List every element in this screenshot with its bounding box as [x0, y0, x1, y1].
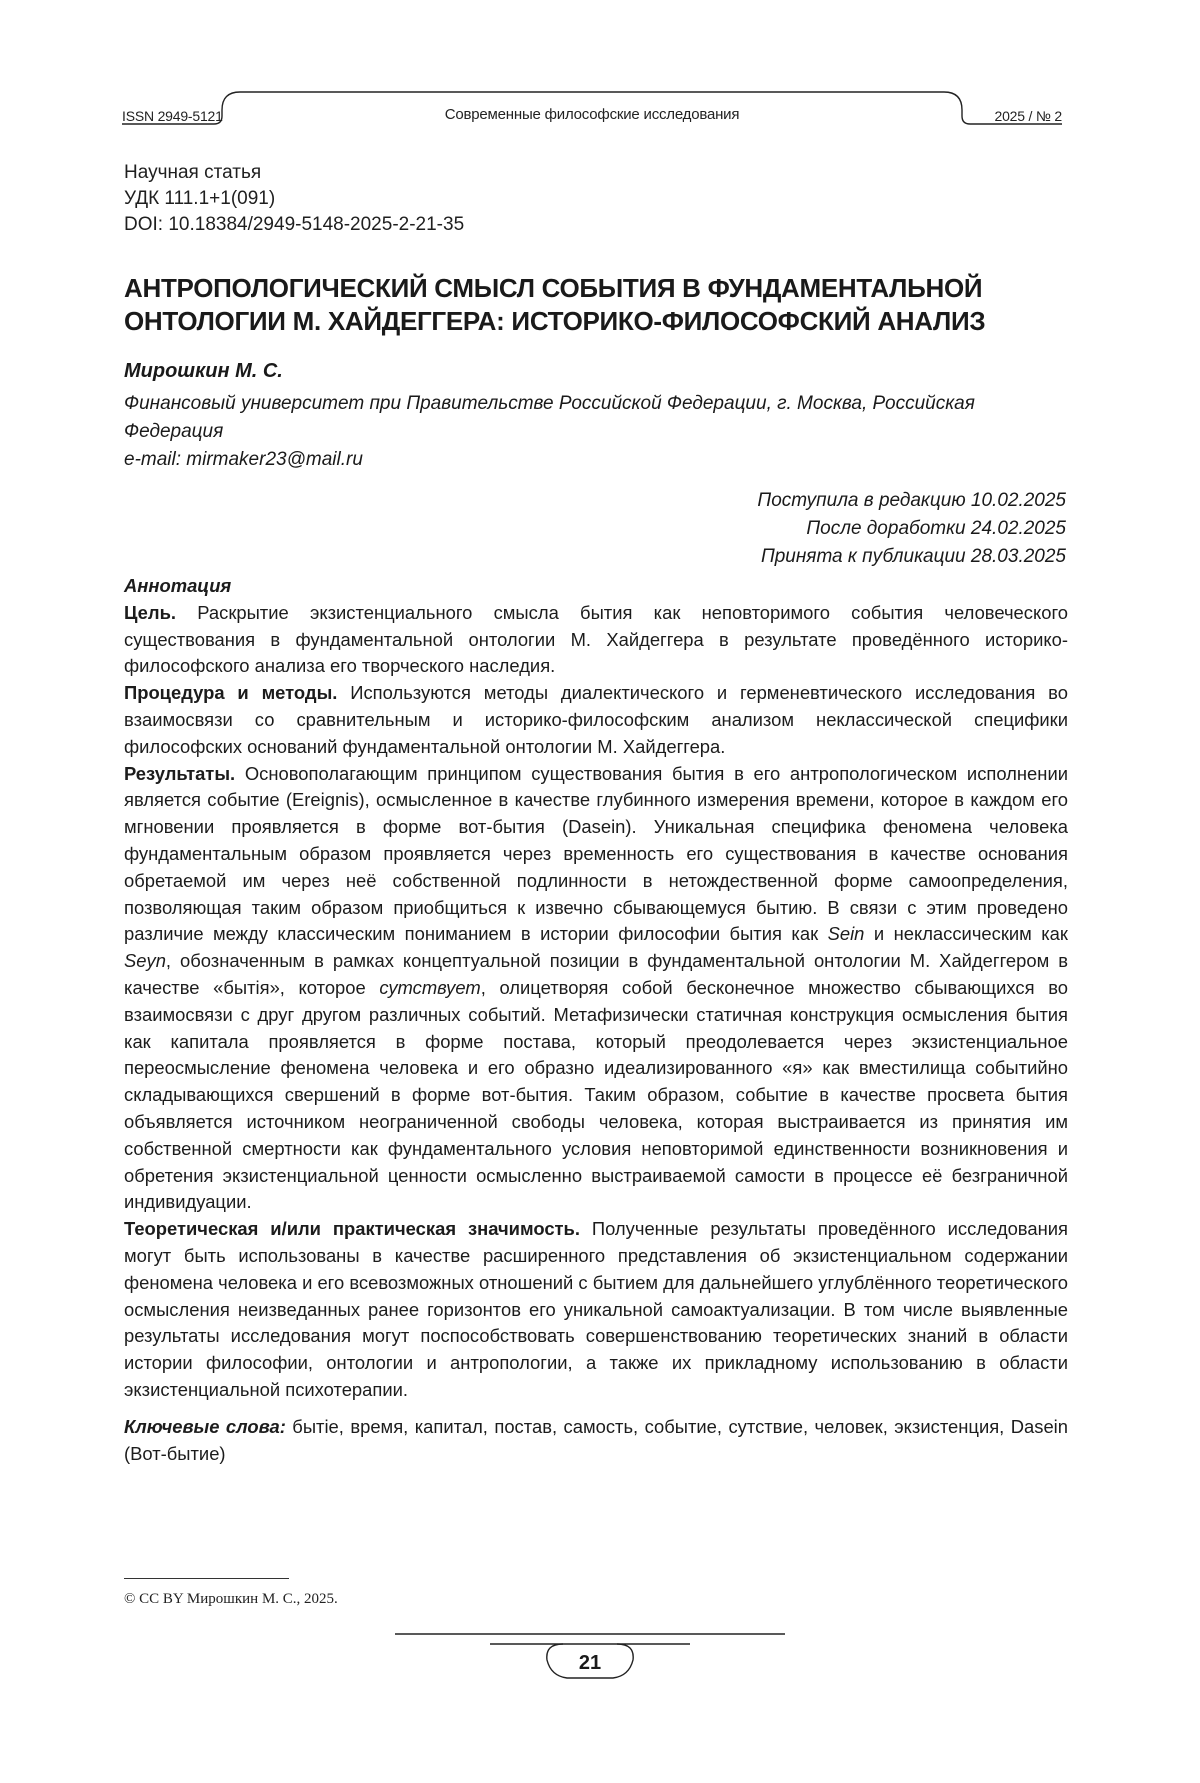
affiliation-line-1: Финансовый университет при Правительстве Российской Федерации, г. Москва, Российская	[124, 393, 975, 414]
results-text-2: и неклассическим как	[873, 923, 1068, 945]
date-revised: После доработки 24.02.2025	[806, 518, 1066, 539]
goal-text: Раскрытие экзистенциального смысла бытия как неповторимого события человеческого существования в фундаментальной онтологии М. Хайдеггера в результате проведённого историко-философского анализа его творческого наследия.	[124, 601, 1068, 677]
results-text-4: , олицетворяя собой бесконечное множество сбывающихся во взаимосвязи с друг другом различных событий. Метафизически статичная конструкция осмысления бытия как капитала проявляется в форме постава, который преодолевается через экзистенциальное переосмысление феномена человека и его образно идеализированного «я» как вместилища событийно складывающихся свершений в форме вот-бытия. Таким образом, событие в качестве просвета бытия объявляется источником неограниченной свободы человека, которая выстраивается из принятия им собственной смертности как фундаментального условия неповторимой единственности возникновения и обретения экзистенциальной ценности осмысленно выстраиваемой самости в процессе её безграничной индивидуации.	[124, 976, 1068, 1213]
methods-text: Используются методы диалектического и герменевтического исследования во взаимосвязи со сравнительным и историко-философским анализом неклассической специфики философских оснований фундаментальной онтологии М. Хайдеггера.	[124, 682, 1068, 757]
running-header	[122, 88, 1062, 140]
term-seyn: Seyn	[124, 950, 166, 972]
copyright-footnote: © CC BY Мирошкин М. С., 2025.	[124, 1591, 338, 1607]
results-text-3: , обозначенным в рамках концептуальной позиции в фундаментальной онтологии М. Хайдеггером в качестве «бытiя», которое	[124, 950, 1068, 998]
title-line-2: ОНТОЛОГИИ М. ХАЙДЕГГЕРА: ИСТОРИКО-ФИЛОСОФСКИЙ АНАЛИЗ	[124, 306, 986, 336]
header-issn: ISSN 2949-5121	[122, 108, 223, 124]
affiliation-line-2: Федерация	[124, 421, 224, 442]
keywords-label: Ключевые слова:	[124, 1415, 286, 1437]
results-text-1: Основополагающим принципом существования бытия в его антропологическом исполнении является событие (Ereignis), осмысленное в качестве глубинного измерения времени, которое в каждом его мгновении проявляется в форме вот-бытия (Dasein). Уникальная специфика феномена человека фундаментальным образом проявляется через временность его существования в качестве основания обретаемой им через неё собственной подлинности в нетождественной форме самоопределения, позволяющая таким образом приобщиться к извечно сбывающемуся бытию. В связи с этим проведено различие между классическим пониманием в истории философии бытия как	[124, 762, 1068, 945]
abstract-goal	[124, 600, 1068, 680]
term-sutstvuet: сутствует	[379, 976, 481, 998]
article-title	[124, 272, 1084, 338]
footnote-rule	[124, 1578, 289, 1579]
abstract-heading: Аннотация	[124, 575, 232, 596]
udc-code: УДК 111.1+1(091)	[124, 188, 276, 209]
abstract	[124, 573, 1068, 1467]
keywords	[124, 1414, 1068, 1468]
term-sein: Sein	[827, 923, 865, 945]
publication-dates	[757, 487, 1066, 571]
significance-text: Полученные результаты проведённого исследования могут быть использованы в качестве расширенного представления об экзистенциальном содержании феномена человека и его всевозможных отношений с бытием для дальнейшего углублённого теоретического осмысления неизведанных ранее горизонтов его уникальной самоактуализации. В том числе выявленные результаты исследования могут поспособствовать совершенствованию теоретических знаний в области истории философии, онтологии и антропологии, а также их прикладному использованию в области экзистенциальной психотерапии.	[124, 1218, 1068, 1400]
date-accepted: Принята к публикации 28.03.2025	[760, 546, 1066, 567]
header-issue: 2025 / № 2	[994, 108, 1062, 124]
author-affiliation	[124, 390, 1064, 474]
abstract-methods	[124, 680, 1068, 760]
abstract-significance	[124, 1216, 1068, 1404]
significance-label: Теоретическая и/или практическая значимость.	[124, 1218, 580, 1240]
goal-label: Цель.	[124, 601, 176, 623]
abstract-results	[124, 761, 1068, 1217]
author-email: e-mail: mirmaker23@mail.ru	[124, 449, 363, 470]
page-number: 21	[578, 1652, 602, 1674]
doi: DOI: 10.18384/2949-5148-2025-2-21-35	[124, 214, 465, 235]
article-type: Научная статья	[124, 162, 262, 183]
header-journal-title: Современные философские исследования	[444, 106, 740, 123]
date-received: Поступила в редакцию 10.02.2025	[757, 490, 1066, 511]
methods-label: Процедура и методы.	[124, 682, 338, 704]
keywords-text: бытiе, время, капитал, постав, самость, событие, сутствие, человек, экзистенция, Dasein (Вот-бытие)	[124, 1415, 1068, 1464]
page-number-block	[395, 1630, 785, 1690]
title-line-1: АНТРОПОЛОГИЧЕСКИЙ СМЫСЛ СОБЫТИЯ В ФУНДАМЕНТАЛЬНОЙ	[124, 273, 983, 303]
article-meta	[124, 160, 464, 238]
results-label: Результаты.	[124, 762, 236, 784]
author-name: Мирошкин М. С.	[124, 360, 283, 382]
